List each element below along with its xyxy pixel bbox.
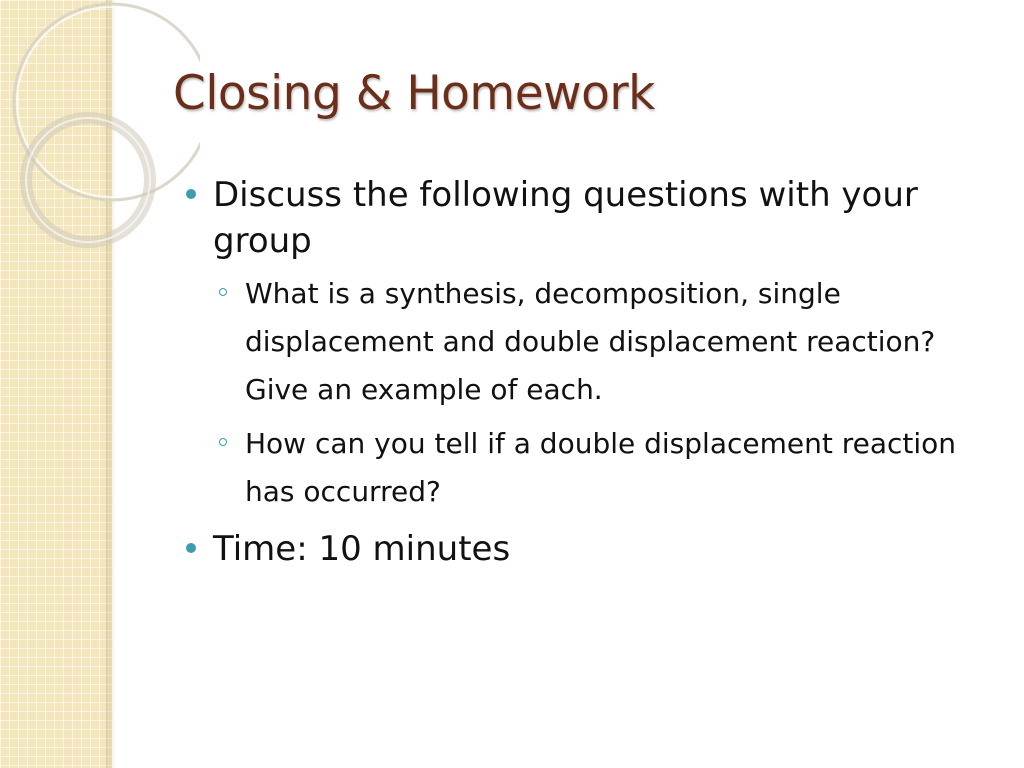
bullet-item — [186, 172, 986, 264]
sub-bullet-ring-icon — [219, 438, 227, 446]
bullet-item — [186, 526, 986, 572]
sub-bullet-ring-icon — [219, 288, 227, 296]
bullet-text: Time: 10 minutes — [213, 529, 511, 569]
sub-bullet-item — [245, 420, 986, 516]
sub-bullet-text: What is a synthesis, decomposition, single displacement and double displacement reaction? Give an example of each. — [245, 277, 936, 406]
bullet-dot-icon — [186, 189, 196, 199]
sub-bullet-item — [245, 270, 986, 414]
bullet-dot-icon — [186, 543, 196, 553]
sub-bullet-list — [186, 270, 986, 516]
sub-bullet-text: How can you tell if a double displacement reaction has occurred? — [245, 427, 957, 508]
slide-title: Closing & Homework — [173, 66, 655, 121]
decorative-circles-icon — [0, 0, 200, 300]
bullet-text: Discuss the following questions with your group — [213, 175, 918, 261]
slide-content — [186, 172, 986, 578]
